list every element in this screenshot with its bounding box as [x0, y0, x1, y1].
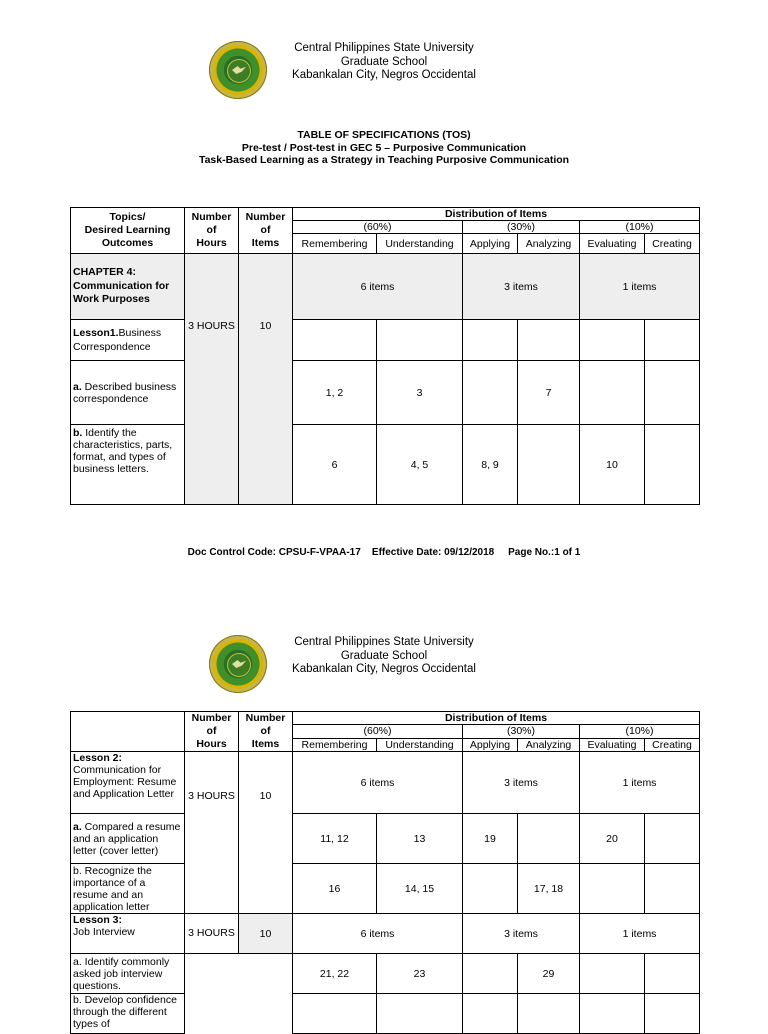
- l3-empty-span: [185, 954, 293, 1034]
- seal-emblem-2: [227, 653, 251, 677]
- tos-heading: [0, 129, 768, 167]
- l2-row-b-analyzing: 17, 18: [518, 864, 580, 914]
- percent-60: (60%): [293, 221, 463, 234]
- lesson3-cell: Lesson 3: Job Interview: [71, 914, 185, 954]
- tos-table-1: [70, 207, 700, 505]
- items-header-2: Number of Items: [239, 712, 293, 752]
- understanding-header-2: Understanding: [377, 738, 463, 751]
- percent-10-2: (10%): [580, 725, 700, 738]
- l3-three-items: 3 items: [463, 914, 580, 954]
- analyzing-header: Analyzing: [518, 234, 580, 254]
- row-b-evaluating: 10: [580, 425, 645, 505]
- understanding-header: Understanding: [377, 234, 463, 254]
- evaluating-header-2: Evaluating: [580, 738, 645, 751]
- l2-one-items: 1 items: [580, 752, 700, 814]
- percent-10: (10%): [580, 221, 700, 234]
- three-items-cell: 3 items: [463, 254, 580, 320]
- school-location: Kabankalan City, Negros Occidental: [292, 69, 476, 81]
- l2-items-cell: 10: [239, 752, 293, 914]
- items-cell: 10: [239, 254, 293, 505]
- percent-30-2: (30%): [463, 725, 580, 738]
- creating-header-2: Creating: [645, 738, 700, 751]
- tos-title: TABLE OF SPECIFICATIONS (TOS): [297, 129, 471, 141]
- row-a-remembering: 1, 2: [293, 361, 377, 425]
- tos-table-2: [70, 711, 700, 1034]
- letterhead: [270, 42, 498, 83]
- row-a-understanding: 3: [377, 361, 463, 425]
- applying-header-2: Applying: [463, 738, 518, 751]
- l2-row-b-remembering: 16: [293, 864, 377, 914]
- remembering-header: Remembering: [293, 234, 377, 254]
- analyzing-header-2: Analyzing: [518, 738, 580, 751]
- l2-three-items: 3 items: [463, 752, 580, 814]
- l3-row-a-label: a. Identify commonly asked job interview questions.: [71, 954, 185, 994]
- l3-one-items: 1 items: [580, 914, 700, 954]
- row-b-label: b. Identify the characteristics, parts, format, and types of business letters.: [71, 425, 185, 505]
- doc-control-footer: Doc Control Code: CPSU-F-VPAA-17 Effective Date: 09/12/2018 Page No.:1 of 1: [187, 547, 581, 558]
- l2-six-items: 6 items: [293, 752, 463, 814]
- lesson2-cell: Lesson 2: Communication for Employment: Resume and Application Letter: [71, 752, 185, 814]
- distribution-header-2: Distribution of Items: [293, 712, 700, 725]
- l3-six-items: 6 items: [293, 914, 463, 954]
- lesson1-cell: Lesson1.Business Correspondence: [71, 320, 185, 361]
- percent-30: (30%): [463, 221, 580, 234]
- remembering-header-2: Remembering: [293, 738, 377, 751]
- percent-60-2: (60%): [293, 725, 463, 738]
- hours-header: Number of Hours: [185, 208, 239, 254]
- items-header: Number of Items: [239, 208, 293, 254]
- row-b-remembering: 6: [293, 425, 377, 505]
- tos-subtitle-1: Pre-test / Post-test in GEC 5 – Purposive Communication: [241, 141, 527, 154]
- tos-subtitle-2: Task-Based Learning as a Strategy in Teaching Purposive Communication: [198, 154, 570, 166]
- applying-header: Applying: [463, 234, 518, 254]
- creating-header: Creating: [645, 234, 700, 254]
- l2-row-b-label: b. Recognize the importance of a resume and an application letter: [71, 864, 185, 914]
- hours-header-2: Number of Hours: [185, 712, 239, 752]
- row-b-applying: 8, 9: [463, 425, 518, 505]
- university-seal-2: [209, 635, 267, 693]
- university-name-2: Central Philippines State University: [294, 636, 474, 648]
- l2-row-a-remembering: 11, 12: [293, 814, 377, 864]
- l2-row-a-understanding: 13: [377, 814, 463, 864]
- l3-row-a-remembering: 21, 22: [293, 954, 377, 994]
- school-name-2: Graduate School: [340, 649, 428, 662]
- school-name: Graduate School: [340, 55, 428, 68]
- letterhead-2: [270, 636, 498, 677]
- evaluating-header: Evaluating: [580, 234, 645, 254]
- chapter-cell: CHAPTER 4: Communication for Work Purposes: [71, 254, 185, 320]
- one-items-cell: 1 items: [580, 254, 700, 320]
- l2-row-a-applying: 19: [463, 814, 518, 864]
- l2-row-a-evaluating: 20: [580, 814, 645, 864]
- hours-cell: 3 HOURS: [185, 254, 239, 505]
- row-a-analyzing: 7: [518, 361, 580, 425]
- l2-hours-cell: 3 HOURS: [185, 752, 239, 914]
- l2-row-a-label: a. Compared a resume and an application letter (cover letter): [71, 814, 185, 864]
- row-a-label: a. Described business correspondence: [71, 361, 185, 425]
- l3-row-b-label: b. Develop confidence through the different types of: [71, 994, 185, 1034]
- topics-header-2: [71, 712, 185, 752]
- l3-items-cell: 10: [239, 914, 293, 954]
- row-b-understanding: 4, 5: [377, 425, 463, 505]
- school-location-2: Kabankalan City, Negros Occidental: [292, 663, 476, 675]
- seal-emblem: [227, 59, 251, 83]
- distribution-header: Distribution of Items: [293, 208, 700, 221]
- l2-row-b-understanding: 14, 15: [377, 864, 463, 914]
- six-items-cell: 6 items: [293, 254, 463, 320]
- l3-row-a-understanding: 23: [377, 954, 463, 994]
- university-name: Central Philippines State University: [294, 42, 474, 54]
- university-seal: [209, 41, 267, 99]
- topics-header: Topics/ Desired Learning Outcomes: [71, 208, 185, 254]
- l3-row-a-analyzing: 29: [518, 954, 580, 994]
- l3-hours-cell: 3 HOURS: [185, 914, 239, 954]
